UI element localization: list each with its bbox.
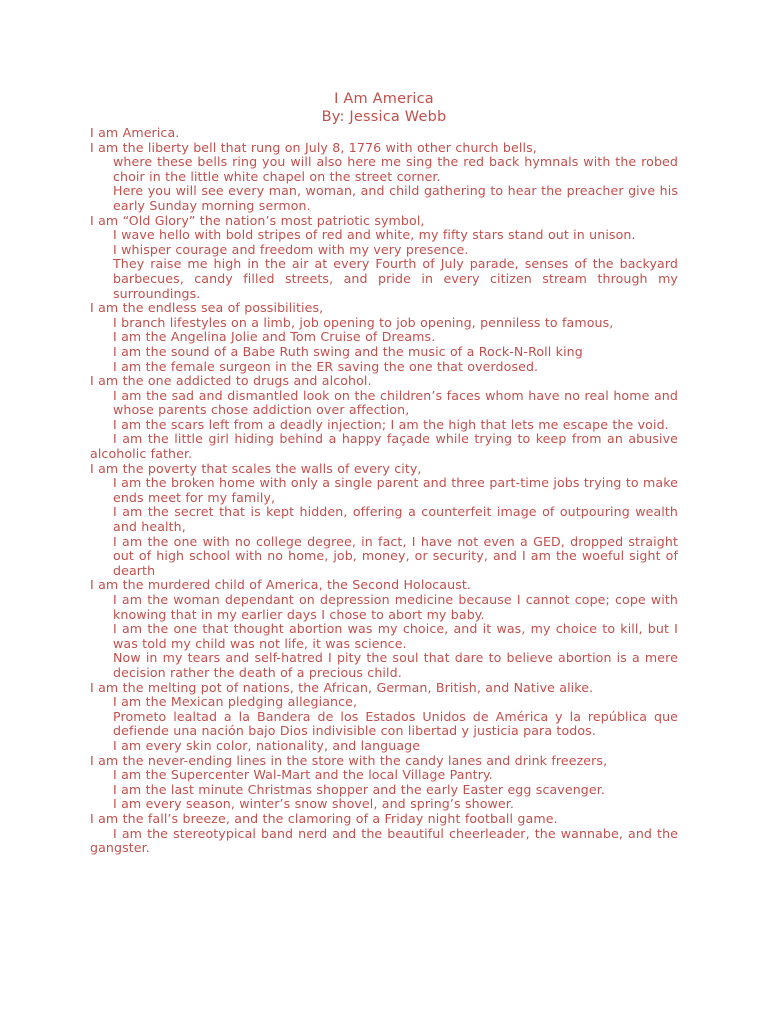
- poem-line: Now in my tears and self-hatred I pity the soul that dare to believe abortion is a mere decision rather the death of a precious child.: [113, 650, 678, 680]
- poem-line: I am every season, winter’s snow shovel, and spring’s shower.: [113, 796, 514, 812]
- poem-line: I am the secret that is kept hidden, offering a counterfeit image of outpouring wealth and health,: [113, 504, 678, 535]
- poem-line: I am the Supercenter Wal-Mart and the local Village Pantry.: [113, 767, 493, 783]
- poem-line: Here you will see every man, woman, and child gathering to hear the preacher give his early Sunday morning sermon.: [113, 183, 678, 213]
- poem-line: I am the female surgeon in the ER saving the one that overdosed.: [113, 358, 539, 374]
- poem-line: I am “Old Glory” the nation’s most patriotic symbol,: [90, 212, 425, 228]
- poem-line: I am America.: [90, 125, 180, 140]
- poem-line: I am the melting pot of nations, the African, German, British, and Native alike.: [90, 679, 594, 695]
- poem-line: I am the sad and dismantled look on the children’s faces whom have no real home and whose parents chose addiction over affection,: [113, 387, 678, 418]
- poem-line: I branch lifestyles on a limb, job opening to job opening, penniless to famous,: [113, 314, 614, 330]
- poem-line: I wave hello with bold stripes of red and white, my fifty stars stand out in unison.: [113, 227, 636, 243]
- poem-line: They raise me high in the air at every Fourth of July parade, senses of the backyard barbecues, candy filled streets, and pride in every citizen stream through my surroundings.: [113, 256, 678, 301]
- poem-line: I am the one addicted to drugs and alcohol.: [90, 373, 372, 389]
- poem-line: I am the stereotypical band nerd and the beautiful cheerleader, the wannabe, and the gangster.: [90, 825, 678, 856]
- poem-line: I am the broken home with only a single parent and three part-time jobs trying to make ends meet for my family,: [113, 475, 678, 505]
- poem-line: I am the murdered child of America, the Second Holocaust.: [90, 577, 471, 593]
- poem-line: I am the scars left from a deadly injection; I am the high that lets me escape the void.: [113, 416, 669, 432]
- poem-line: I am the Angelina Jolie and Tom Cruise of Dreams.: [113, 329, 436, 345]
- document-title: I Am America: [334, 91, 434, 107]
- poem-line: Prometo lealtad a la Bandera de los Estados Unidos de América y la república que defiende una nación bajo Dios indivisible con libertad y justicia para todos.: [113, 708, 678, 739]
- poem-line: I am the one with no college degree, in fact, I have not even a GED, dropped straight out of high school with no home, job, money, or security, and I am the woeful sight of dearth: [113, 533, 678, 578]
- poem-line: I am the liberty bell that rung on July 8, 1776 with other church bells,: [90, 139, 537, 155]
- poem-line: I am the never-ending lines in the store with the candy lanes and drink freezers,: [90, 752, 608, 768]
- poem-line: I am the one that thought abortion was my choice, and it was, my choice to kill, but I was told my child was not life, it was science.: [113, 621, 678, 651]
- poem-line: I am the woman dependant on depression medicine because I cannot cope; cope with knowing that in my earlier days I chose to abort my baby.: [113, 592, 678, 622]
- poem-line: I am the last minute Christmas shopper and the early Easter egg scavenger.: [113, 781, 605, 797]
- document-byline: By: Jessica Webb: [321, 109, 447, 125]
- poem-line: I whisper courage and freedom with my very presence.: [113, 241, 469, 257]
- poem-line: I am the little girl hiding behind a happy façade while trying to keep from an abusive alcoholic father.: [90, 431, 678, 462]
- poem-line: I am the endless sea of possibilities,: [90, 300, 324, 316]
- poem-line: I am the Mexican pledging allegiance,: [113, 694, 358, 710]
- document-page: [90, 90, 678, 856]
- poem-line: where these bells ring you will also here me sing the red back hymnals with the robed choir in the little white chapel on the street corner.: [113, 154, 678, 184]
- poem-line: I am every skin color, nationality, and language: [113, 737, 421, 753]
- poem-line: I am the sound of a Babe Ruth swing and the music of a Rock-N-Roll king: [113, 343, 583, 359]
- poem-body: [90, 126, 678, 856]
- poem-line: I am the poverty that scales the walls of every city,: [90, 460, 422, 476]
- poem-line: I am the fall’s breeze, and the clamoring of a Friday night football game.: [90, 810, 558, 826]
